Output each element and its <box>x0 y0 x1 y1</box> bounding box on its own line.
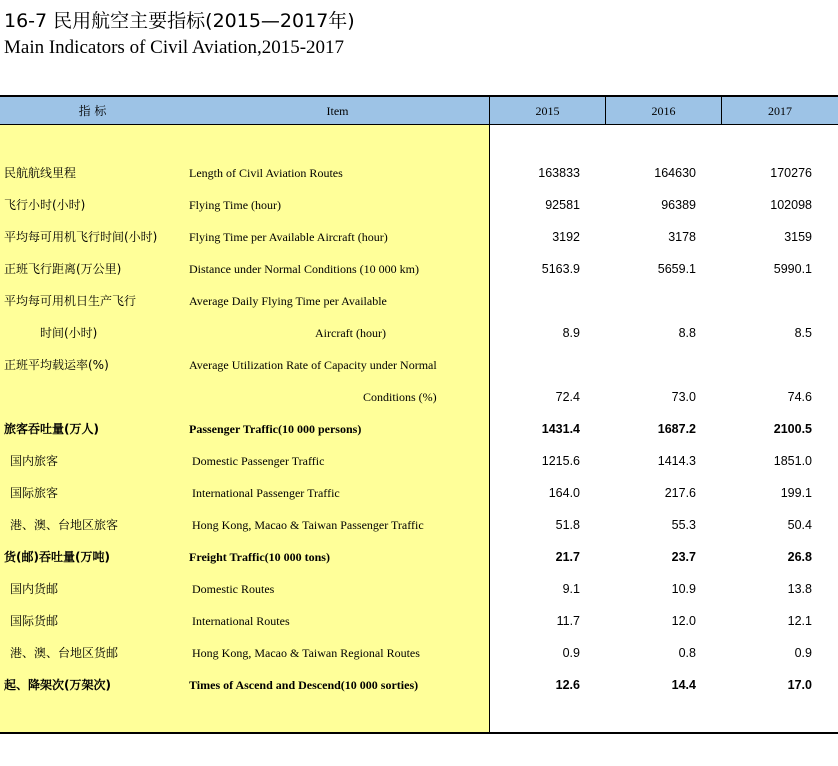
value-2016: 12.0 <box>671 614 696 628</box>
value-2017: 17.0 <box>787 678 812 692</box>
table-row <box>0 253 838 285</box>
table-row <box>0 445 838 477</box>
row-label-en: Hong Kong, Macao & Taiwan Passenger Traffic <box>192 518 424 532</box>
header-indicator: 指 标 <box>78 104 107 118</box>
row-label-en: International Passenger Traffic <box>192 486 340 500</box>
table-row <box>0 605 838 637</box>
value-2015: 163833 <box>538 166 580 180</box>
value-2017: 26.8 <box>787 550 812 564</box>
value-2016: 3178 <box>668 230 696 244</box>
table-row <box>0 317 838 349</box>
row-label-en: Aircraft (hour) <box>315 326 386 340</box>
table-header <box>0 95 838 125</box>
row-label-cn: 货(邮)吞吐量(万吨) <box>4 550 110 564</box>
row-label-cn: 时间(小时) <box>40 326 98 340</box>
value-2017: 1851.0 <box>773 454 812 468</box>
value-2016: 14.4 <box>671 678 696 692</box>
row-label-en: Distance under Normal Conditions (10 000 km) <box>189 262 419 276</box>
value-2017: 12.1 <box>787 614 812 628</box>
value-2015: 3192 <box>552 230 580 244</box>
row-label-en: Flying Time per Available Aircraft (hour) <box>189 230 388 244</box>
value-2015: 8.9 <box>562 326 580 340</box>
row-label-en: Conditions (%) <box>363 390 437 404</box>
row-label-cn: 飞行小时(小时) <box>4 198 86 212</box>
bottom-rule <box>0 732 838 734</box>
row-label-en: Times of Ascend and Descend(10 000 sorties) <box>189 678 419 692</box>
row-label-en: Length of Civil Aviation Routes <box>189 166 343 180</box>
value-2016: 217.6 <box>664 486 696 500</box>
header-item: Item <box>326 104 349 118</box>
row-label-en: Freight Traffic(10 000 tons) <box>189 550 330 564</box>
table-row <box>0 189 838 221</box>
table-row <box>0 157 838 189</box>
value-2017: 0.9 <box>794 646 812 660</box>
table-row <box>0 509 838 541</box>
row-label-cn: 民航航线里程 <box>4 166 77 180</box>
row-label-cn: 平均每可用机日生产飞行 <box>4 294 137 308</box>
row-label-cn: 旅客吞吐量(万人) <box>4 422 99 436</box>
row-label-en: Flying Time (hour) <box>189 198 282 212</box>
value-2016: 8.8 <box>678 326 696 340</box>
header-year-2015: 2015 <box>535 104 560 118</box>
value-2016: 55.3 <box>671 518 696 532</box>
table-row <box>0 477 838 509</box>
page-title-cn: 16-7 民用航空主要指标(2015—2017年) <box>4 10 355 32</box>
row-label-en: Domestic Routes <box>192 582 275 596</box>
header-year-2016: 2016 <box>651 104 676 118</box>
table-row <box>0 221 838 253</box>
value-2015: 12.6 <box>555 678 580 692</box>
table-row <box>0 669 838 701</box>
row-label-en: Average Daily Flying Time per Available <box>189 294 387 308</box>
value-2016: 164630 <box>654 166 696 180</box>
value-2016: 96389 <box>661 198 696 212</box>
table-row <box>0 541 838 573</box>
row-label-cn: 平均每可用机飞行时间(小时) <box>4 230 158 244</box>
value-2016: 5659.1 <box>657 262 696 276</box>
table-row <box>0 381 838 413</box>
row-label-cn: 国际旅客 <box>10 486 59 500</box>
value-2017: 5990.1 <box>773 262 812 276</box>
row-label-cn: 国内货邮 <box>10 582 59 596</box>
value-2015: 1215.6 <box>541 454 580 468</box>
value-2017: 2100.5 <box>773 422 812 436</box>
value-2017: 50.4 <box>787 518 812 532</box>
value-2016: 1687.2 <box>657 422 696 436</box>
value-2017: 3159 <box>784 230 812 244</box>
table-row <box>0 413 838 445</box>
value-2016: 0.8 <box>678 646 696 660</box>
value-2016: 1414.3 <box>657 454 696 468</box>
value-2016: 23.7 <box>671 550 696 564</box>
value-2016: 10.9 <box>671 582 696 596</box>
value-2017: 8.5 <box>794 326 812 340</box>
value-2015: 0.9 <box>562 646 580 660</box>
row-label-en: Hong Kong, Macao & Taiwan Regional Routes <box>192 646 420 660</box>
row-label-en: Passenger Traffic(10 000 persons) <box>189 422 362 436</box>
value-2017: 74.6 <box>787 390 812 404</box>
row-label-en: Average Utilization Rate of Capacity under Normal <box>189 358 437 372</box>
value-2016: 73.0 <box>671 390 696 404</box>
value-2015: 72.4 <box>555 390 580 404</box>
table-row <box>0 637 838 669</box>
row-label-en: Domestic Passenger Traffic <box>192 454 325 468</box>
page-title-en: Main Indicators of Civil Aviation,2015-2017 <box>4 37 345 58</box>
value-2015: 92581 <box>545 198 580 212</box>
value-2015: 9.1 <box>562 582 580 596</box>
value-2015: 51.8 <box>555 518 580 532</box>
row-label-cn: 起、降架次(万架次) <box>4 678 111 692</box>
value-2015: 1431.4 <box>541 422 580 436</box>
value-2017: 13.8 <box>787 582 812 596</box>
value-2017: 102098 <box>770 198 812 212</box>
table-row <box>0 573 838 605</box>
value-2017: 199.1 <box>780 486 812 500</box>
indicators-table <box>0 95 838 735</box>
header-year-2017: 2017 <box>768 104 792 118</box>
value-2017: 170276 <box>770 166 812 180</box>
row-label-cn: 国内旅客 <box>10 454 59 468</box>
row-label-cn: 正班飞行距离(万公里) <box>4 262 122 276</box>
table-row <box>0 285 838 317</box>
table-row <box>0 349 838 381</box>
row-label-cn: 港、澳、台地区货邮 <box>10 646 119 660</box>
value-2015: 5163.9 <box>541 262 580 276</box>
value-2015: 11.7 <box>556 614 580 628</box>
value-2015: 21.7 <box>555 550 580 564</box>
row-label-en: International Routes <box>192 614 290 628</box>
row-label-cn: 国际货邮 <box>10 614 59 628</box>
row-label-cn: 正班平均载运率(%) <box>4 358 109 372</box>
value-2015: 164.0 <box>548 486 580 500</box>
row-label-cn: 港、澳、台地区旅客 <box>10 518 119 532</box>
